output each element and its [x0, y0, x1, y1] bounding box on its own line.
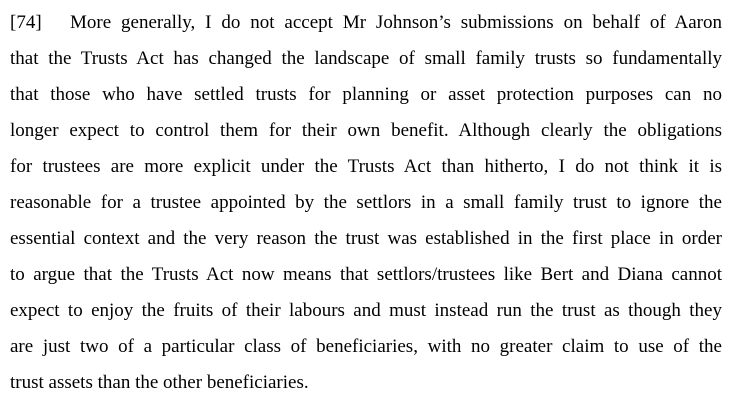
paragraph-line-5: for trustees are more explicit under the Trusts Act than hitherto, I do not think it is — [10, 156, 722, 177]
paragraph-number: [74] — [10, 12, 42, 33]
paragraph-line-3: that those who have settled trusts for planning or asset protection purposes can no — [10, 84, 722, 105]
paragraph-line-8: to argue that the Trusts Act now means that settlors/trustees like Bert and Diana cannot — [10, 264, 722, 285]
paragraph-line-11: trust assets than the other beneficiaries. — [10, 372, 309, 393]
paragraph-line-10: are just two of a particular class of beneficiaries, with no greater claim to use of the — [10, 336, 722, 357]
paragraph-line-9: expect to enjoy the fruits of their labours and must instead run the trust as though they — [10, 300, 722, 321]
paragraph-line-2: that the Trusts Act has changed the landscape of small family trusts so fundamentally — [10, 48, 722, 69]
paragraph-line-6: reasonable for a trustee appointed by the settlors in a small family trust to ignore the — [10, 192, 722, 213]
paragraph-line-4: longer expect to control them for their own benefit. Although clearly the obligations — [10, 120, 722, 141]
paragraph-line-7: essential context and the very reason the trust was established in the first place in order — [10, 228, 722, 249]
paragraph-line-1: More generally, I do not accept Mr Johnson’s submissions on behalf of Aaron — [70, 12, 722, 33]
